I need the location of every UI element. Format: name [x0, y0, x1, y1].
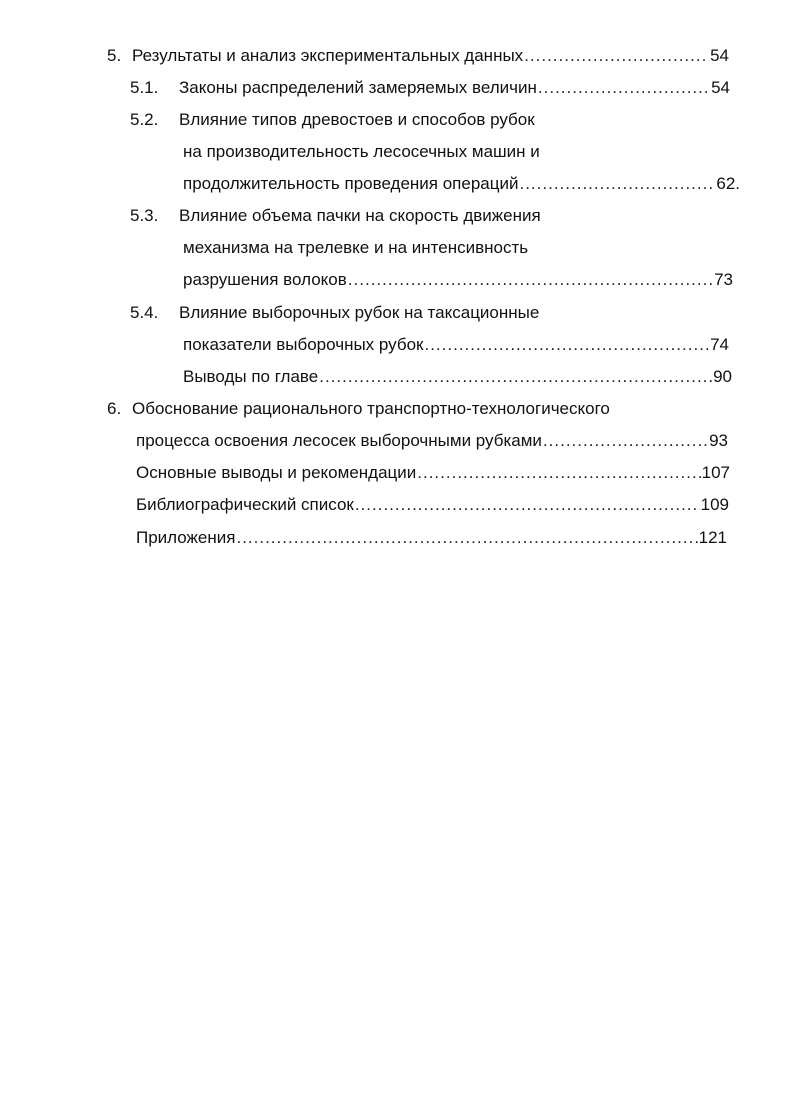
toc-entry-5-4-line-2	[183, 333, 729, 357]
toc-title-continuation: разрушения волоков	[183, 270, 347, 289]
toc-entry-5	[107, 44, 729, 68]
toc-title: Обоснование рационального транспортно-технологического	[132, 399, 610, 418]
toc-entry-5-2-line-3	[183, 172, 740, 196]
toc-title-continuation: на производительность лесосечных машин и	[183, 142, 540, 161]
toc-number: 5.4.	[130, 303, 159, 322]
toc-entry-6-line-1	[107, 397, 610, 421]
toc-page-number: 62.	[716, 174, 740, 193]
toc-number: 5.	[107, 46, 122, 65]
toc-page-number: 93	[709, 431, 728, 450]
toc-entry-5-4-line-1	[130, 301, 539, 325]
toc-title: Влияние объема пачки на скорость движения	[179, 206, 541, 225]
toc-number: 5.3.	[130, 206, 159, 225]
toc-title: Влияние типов древостоев и способов рубок	[179, 110, 535, 129]
toc-title: Основные выводы и рекомендации	[136, 463, 417, 482]
toc-entry-5-2-line-2	[183, 140, 540, 164]
toc-title: Выводы по главе	[183, 367, 319, 386]
dot-leader	[519, 172, 715, 196]
dot-leader	[348, 268, 713, 292]
dot-leader	[424, 333, 709, 357]
toc-entry-main-conclusions	[136, 461, 730, 485]
toc-title: Законы распределений замеряемых величин	[179, 78, 537, 97]
toc-title: Результаты и анализ экспериментальных данных	[132, 46, 524, 65]
toc-page-number: 54	[711, 78, 730, 97]
toc-page-number: 73	[714, 270, 733, 289]
toc-page-number: 121	[698, 528, 727, 547]
toc-title: Влияние выборочных рубок на таксационные	[179, 303, 540, 322]
toc-page-number: 90	[713, 367, 732, 386]
toc-title-continuation: показатели выборочных рубок	[183, 335, 424, 354]
toc-page-number: 109	[700, 495, 729, 514]
toc-page-number: 107	[701, 463, 730, 482]
toc-entry-5-3-line-3	[183, 268, 733, 292]
toc-entry-bibliography	[136, 493, 729, 517]
toc-number: 6.	[107, 399, 122, 418]
dot-leader	[538, 76, 710, 100]
toc-entry-5-3-line-2	[183, 236, 528, 260]
toc-title-continuation: процесса освоения лесосек выборочными рубками	[136, 431, 542, 450]
toc-number: 5.1.	[130, 78, 159, 97]
toc-title-continuation: продолжительность проведения операций	[183, 174, 519, 193]
toc-title: Приложения	[136, 528, 236, 547]
dot-leader	[355, 493, 700, 517]
toc-number: 5.2.	[130, 110, 159, 129]
dot-leader	[417, 461, 700, 485]
dot-leader	[319, 365, 712, 389]
toc-entry-5-1	[130, 76, 730, 100]
dot-leader	[524, 44, 709, 68]
dot-leader	[543, 429, 708, 453]
toc-entry-5-2-line-1	[130, 108, 535, 132]
toc-title-continuation: механизма на трелевке и на интенсивность	[183, 238, 529, 257]
toc-title: Библиографический список	[136, 495, 354, 514]
toc-entry-chapter-conclusions	[183, 365, 732, 389]
toc-page-number: 54	[710, 46, 729, 65]
toc-page-number: 74	[710, 335, 729, 354]
toc-entry-5-3-line-1	[130, 204, 541, 228]
toc-entry-6-line-2	[136, 429, 728, 453]
toc-entry-appendices	[136, 526, 727, 550]
dot-leader	[236, 526, 697, 550]
